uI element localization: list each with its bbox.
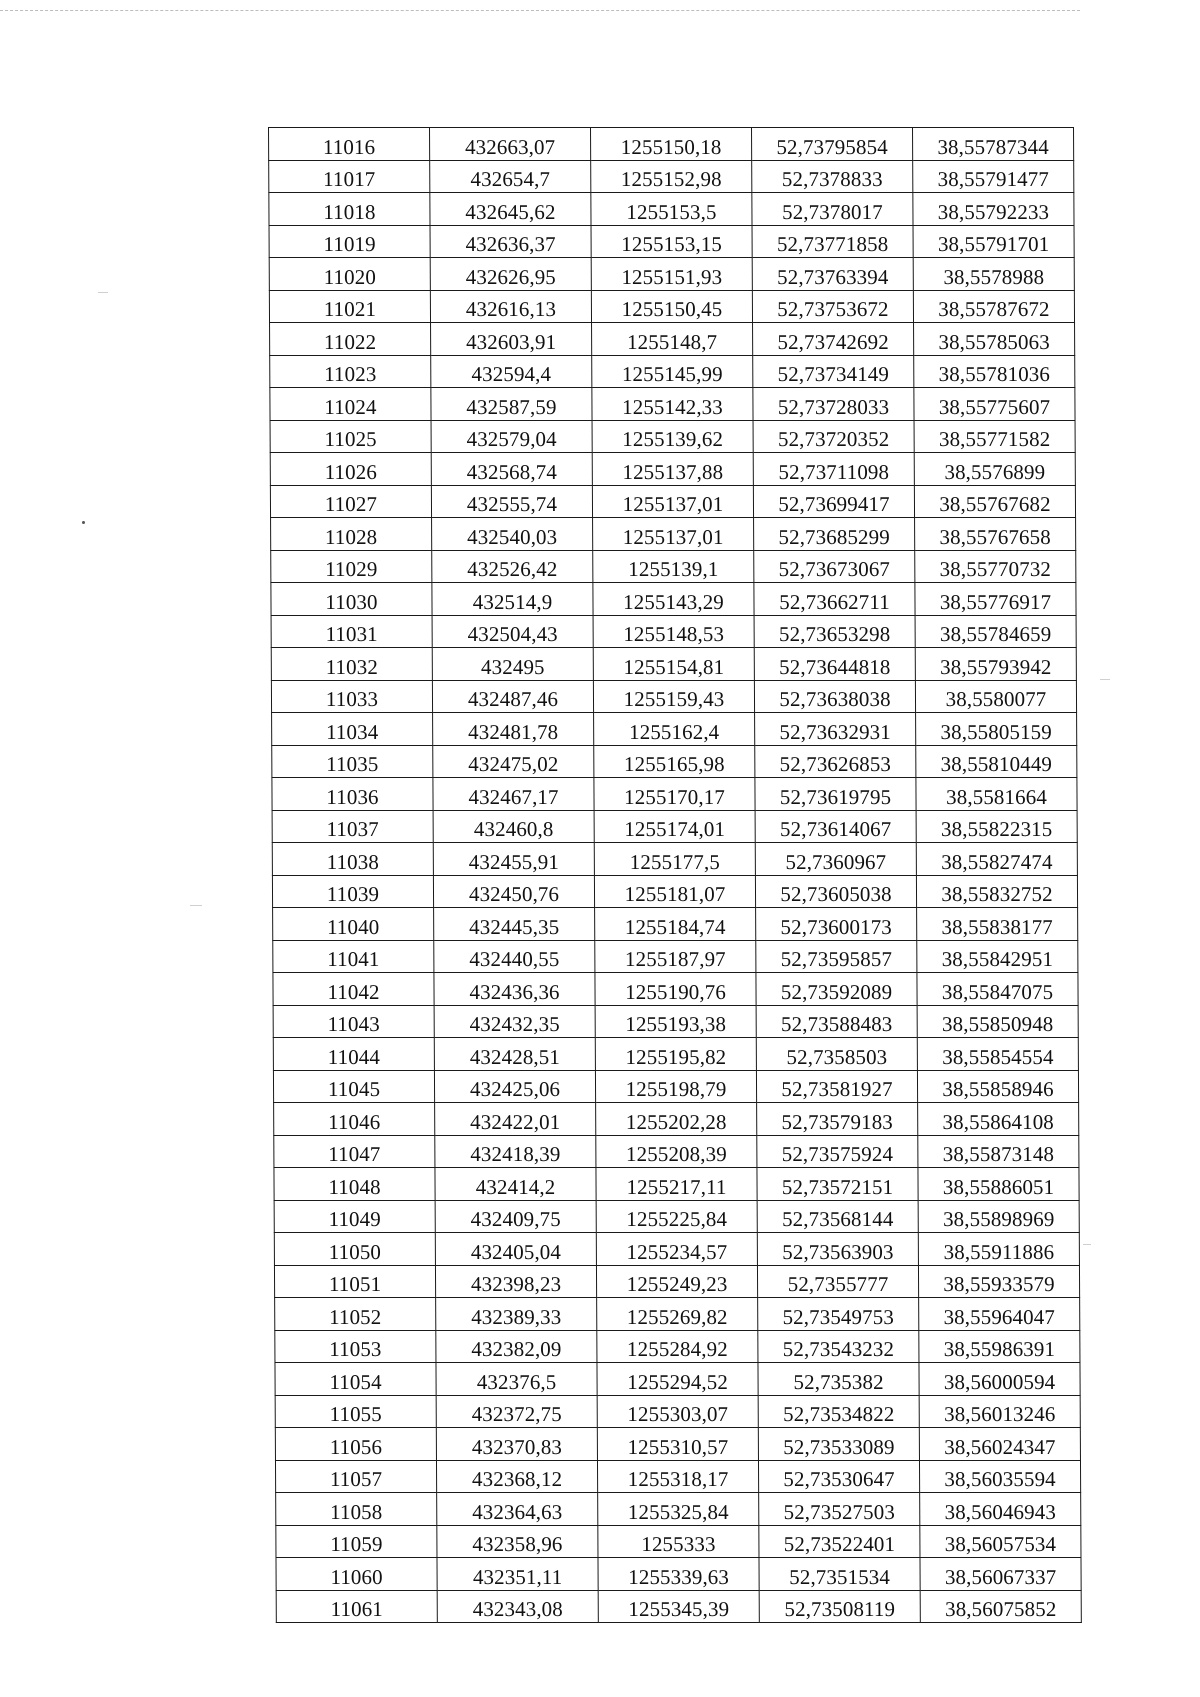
- y-coordinate-cell: 1255284,92: [597, 1330, 758, 1363]
- x-coordinate-cell: 432382,09: [436, 1330, 597, 1363]
- y-coordinate-cell: 1255184,74: [595, 908, 756, 941]
- latitude-cell: 52,73626853: [755, 745, 916, 778]
- table-row: [272, 810, 1077, 843]
- table-row: [276, 1590, 1081, 1623]
- x-coordinate-cell: 432422,01: [435, 1103, 596, 1136]
- table-row: [270, 323, 1075, 356]
- y-coordinate-cell: 1255345,39: [598, 1590, 759, 1623]
- longitude-cell: 38,55838177: [917, 908, 1078, 941]
- coordinates-table-container: [268, 127, 1081, 1623]
- x-coordinate-cell: 432436,36: [434, 973, 595, 1006]
- longitude-cell: 38,55791477: [913, 160, 1074, 193]
- point-number-cell: 11028: [271, 518, 432, 551]
- y-coordinate-cell: 1255198,79: [595, 1070, 756, 1103]
- table-row: [274, 1265, 1079, 1298]
- scan-margin-mark: [98, 292, 108, 293]
- scan-margin-mark: [1100, 679, 1110, 680]
- x-coordinate-cell: 432654,7: [430, 160, 591, 193]
- longitude-cell: 38,55771582: [914, 420, 1075, 453]
- longitude-cell: 38,55787672: [913, 290, 1074, 323]
- y-coordinate-cell: 1255148,53: [593, 615, 754, 648]
- x-coordinate-cell: 432455,91: [433, 843, 594, 876]
- scan-top-edge: [0, 10, 1080, 11]
- x-coordinate-cell: 432475,02: [433, 745, 594, 778]
- y-coordinate-cell: 1255333: [598, 1525, 759, 1558]
- table-row: [272, 713, 1077, 746]
- point-number-cell: 11042: [273, 973, 434, 1006]
- x-coordinate-cell: 432389,33: [436, 1298, 597, 1331]
- point-number-cell: 11055: [275, 1395, 436, 1428]
- x-coordinate-cell: 432409,75: [435, 1200, 596, 1233]
- longitude-cell: 38,5580077: [915, 680, 1076, 713]
- point-number-cell: 11039: [272, 875, 433, 908]
- x-coordinate-cell: 432343,08: [437, 1590, 598, 1623]
- table-row: [272, 843, 1077, 876]
- point-number-cell: 11024: [270, 388, 431, 421]
- x-coordinate-cell: 432594,4: [431, 355, 592, 388]
- longitude-cell: 38,55791701: [913, 225, 1074, 258]
- table-row: [275, 1428, 1080, 1461]
- point-number-cell: 11037: [272, 810, 433, 843]
- table-row: [273, 940, 1078, 973]
- point-number-cell: 11052: [275, 1298, 436, 1331]
- x-coordinate-cell: 432372,75: [436, 1395, 597, 1428]
- latitude-cell: 52,73568144: [757, 1200, 918, 1233]
- y-coordinate-cell: 1255187,97: [595, 940, 756, 973]
- table-row: [275, 1395, 1080, 1428]
- x-coordinate-cell: 432370,83: [436, 1428, 597, 1461]
- y-coordinate-cell: 1255294,52: [597, 1363, 758, 1396]
- x-coordinate-cell: 432440,55: [434, 940, 595, 973]
- latitude-cell: 52,73742692: [753, 323, 914, 356]
- longitude-cell: 38,56075852: [920, 1590, 1081, 1623]
- x-coordinate-cell: 432450,76: [433, 875, 594, 908]
- longitude-cell: 38,55886051: [918, 1168, 1079, 1201]
- point-number-cell: 11026: [270, 453, 431, 486]
- table-row: [274, 1168, 1079, 1201]
- longitude-cell: 38,55964047: [919, 1298, 1080, 1331]
- table-row: [270, 485, 1075, 518]
- latitude-cell: 52,73588483: [756, 1005, 917, 1038]
- y-coordinate-cell: 1255152,98: [591, 160, 752, 193]
- point-number-cell: 11061: [276, 1590, 437, 1623]
- point-number-cell: 11030: [271, 583, 432, 616]
- y-coordinate-cell: 1255150,18: [591, 128, 752, 161]
- longitude-cell: 38,55787344: [913, 128, 1074, 161]
- table-row: [271, 680, 1076, 713]
- point-number-cell: 11020: [269, 258, 430, 291]
- y-coordinate-cell: 1255145,99: [592, 355, 753, 388]
- latitude-cell: 52,73699417: [753, 485, 914, 518]
- y-coordinate-cell: 1255139,1: [593, 550, 754, 583]
- y-coordinate-cell: 1255137,01: [593, 518, 754, 551]
- longitude-cell: 38,55842951: [917, 940, 1078, 973]
- table-row: [269, 225, 1074, 258]
- longitude-cell: 38,56000594: [919, 1363, 1080, 1396]
- point-number-cell: 11018: [269, 193, 430, 226]
- y-coordinate-cell: 1255143,29: [593, 583, 754, 616]
- point-number-cell: 11058: [276, 1493, 437, 1526]
- x-coordinate-cell: 432626,95: [430, 258, 591, 291]
- latitude-cell: 52,735382: [758, 1363, 919, 1396]
- table-row: [274, 1135, 1079, 1168]
- table-row: [269, 160, 1074, 193]
- x-coordinate-cell: 432376,5: [436, 1363, 597, 1396]
- point-number-cell: 11034: [272, 713, 433, 746]
- y-coordinate-cell: 1255217,11: [596, 1168, 757, 1201]
- latitude-cell: 52,7378017: [752, 193, 913, 226]
- latitude-cell: 52,73644818: [754, 648, 915, 681]
- longitude-cell: 38,56024347: [919, 1428, 1080, 1461]
- latitude-cell: 52,73728033: [753, 388, 914, 421]
- table-row: [276, 1525, 1081, 1558]
- scan-margin-mark: [1083, 1244, 1091, 1245]
- longitude-cell: 38,55781036: [914, 355, 1075, 388]
- table-row: [270, 453, 1075, 486]
- longitude-cell: 38,55767682: [914, 485, 1075, 518]
- latitude-cell: 52,73619795: [755, 778, 916, 811]
- latitude-cell: 52,7351534: [759, 1558, 920, 1591]
- longitude-cell: 38,55767658: [915, 518, 1076, 551]
- latitude-cell: 52,73543232: [758, 1330, 919, 1363]
- table-row: [270, 388, 1075, 421]
- point-number-cell: 11048: [274, 1168, 435, 1201]
- y-coordinate-cell: 1255325,84: [598, 1493, 759, 1526]
- latitude-cell: 52,73533089: [758, 1428, 919, 1461]
- table-row: [273, 908, 1078, 941]
- table-row: [275, 1363, 1080, 1396]
- point-number-cell: 11032: [271, 648, 432, 681]
- point-number-cell: 11054: [275, 1363, 436, 1396]
- table-row: [271, 550, 1076, 583]
- point-number-cell: 11043: [273, 1005, 434, 1038]
- point-number-cell: 11038: [272, 843, 433, 876]
- longitude-cell: 38,55776917: [915, 583, 1076, 616]
- longitude-cell: 38,55785063: [914, 323, 1075, 356]
- x-coordinate-cell: 432487,46: [432, 680, 593, 713]
- latitude-cell: 52,73685299: [754, 518, 915, 551]
- coordinates-table: [268, 127, 1082, 1623]
- x-coordinate-cell: 432616,13: [430, 290, 591, 323]
- longitude-cell: 38,55933579: [918, 1265, 1079, 1298]
- point-number-cell: 11047: [274, 1135, 435, 1168]
- longitude-cell: 38,56057534: [920, 1525, 1081, 1558]
- longitude-cell: 38,55898969: [918, 1200, 1079, 1233]
- y-coordinate-cell: 1255165,98: [594, 745, 755, 778]
- x-coordinate-cell: 432636,37: [430, 225, 591, 258]
- latitude-cell: 52,73522401: [759, 1525, 920, 1558]
- longitude-cell: 38,55864108: [918, 1103, 1079, 1136]
- longitude-cell: 38,55911886: [918, 1233, 1079, 1266]
- latitude-cell: 52,73653298: [754, 615, 915, 648]
- x-coordinate-cell: 432428,51: [434, 1038, 595, 1071]
- latitude-cell: 52,73763394: [752, 258, 913, 291]
- x-coordinate-cell: 432663,07: [430, 128, 591, 161]
- longitude-cell: 38,56013246: [919, 1395, 1080, 1428]
- point-number-cell: 11019: [269, 225, 430, 258]
- point-number-cell: 11056: [275, 1428, 436, 1461]
- table-row: [271, 583, 1076, 616]
- y-coordinate-cell: 1255234,57: [596, 1233, 757, 1266]
- x-coordinate-cell: 432368,12: [436, 1460, 597, 1493]
- latitude-cell: 52,73534822: [758, 1395, 919, 1428]
- y-coordinate-cell: 1255195,82: [595, 1038, 756, 1071]
- point-number-cell: 11050: [274, 1233, 435, 1266]
- y-coordinate-cell: 1255154,81: [593, 648, 754, 681]
- longitude-cell: 38,55832752: [916, 875, 1077, 908]
- table-row: [269, 193, 1074, 226]
- longitude-cell: 38,5578988: [913, 258, 1074, 291]
- latitude-cell: 52,7378833: [752, 160, 913, 193]
- y-coordinate-cell: 1255137,01: [592, 485, 753, 518]
- x-coordinate-cell: 432405,04: [435, 1233, 596, 1266]
- y-coordinate-cell: 1255181,07: [594, 875, 755, 908]
- longitude-cell: 38,55873148: [918, 1135, 1079, 1168]
- table-row: [270, 420, 1075, 453]
- point-number-cell: 11017: [269, 160, 430, 193]
- x-coordinate-cell: 432414,2: [435, 1168, 596, 1201]
- table-row: [274, 1233, 1079, 1266]
- latitude-cell: 52,73595857: [756, 940, 917, 973]
- longitude-cell: 38,55854554: [917, 1038, 1078, 1071]
- longitude-cell: 38,55805159: [916, 713, 1077, 746]
- latitude-cell: 52,73592089: [756, 973, 917, 1006]
- point-number-cell: 11027: [270, 485, 431, 518]
- scan-margin-mark: [190, 905, 202, 906]
- longitude-cell: 38,55858946: [917, 1070, 1078, 1103]
- latitude-cell: 52,73673067: [754, 550, 915, 583]
- y-coordinate-cell: 1255303,07: [597, 1395, 758, 1428]
- point-number-cell: 11035: [272, 745, 433, 778]
- x-coordinate-cell: 432418,39: [435, 1135, 596, 1168]
- y-coordinate-cell: 1255202,28: [596, 1103, 757, 1136]
- point-number-cell: 11023: [270, 355, 431, 388]
- y-coordinate-cell: 1255170,17: [594, 778, 755, 811]
- longitude-cell: 38,55793942: [915, 648, 1076, 681]
- y-coordinate-cell: 1255137,88: [592, 453, 753, 486]
- y-coordinate-cell: 1255193,38: [595, 1005, 756, 1038]
- x-coordinate-cell: 432514,9: [432, 583, 593, 616]
- table-row: [271, 615, 1076, 648]
- longitude-cell: 38,55792233: [913, 193, 1074, 226]
- x-coordinate-cell: 432398,23: [435, 1265, 596, 1298]
- table-row: [276, 1558, 1081, 1591]
- table-row: [274, 1200, 1079, 1233]
- x-coordinate-cell: 432481,78: [433, 713, 594, 746]
- longitude-cell: 38,56046943: [920, 1493, 1081, 1526]
- y-coordinate-cell: 1255269,82: [597, 1298, 758, 1331]
- latitude-cell: 52,73563903: [757, 1233, 918, 1266]
- y-coordinate-cell: 1255208,39: [596, 1135, 757, 1168]
- x-coordinate-cell: 432645,62: [430, 193, 591, 226]
- latitude-cell: 52,73581927: [756, 1070, 917, 1103]
- y-coordinate-cell: 1255225,84: [596, 1200, 757, 1233]
- x-coordinate-cell: 432432,35: [434, 1005, 595, 1038]
- scan-speck: [82, 521, 85, 524]
- latitude-cell: 52,73632931: [755, 713, 916, 746]
- point-number-cell: 11029: [271, 550, 432, 583]
- latitude-cell: 52,73530647: [758, 1460, 919, 1493]
- longitude-cell: 38,55847075: [917, 973, 1078, 1006]
- x-coordinate-cell: 432460,8: [433, 810, 594, 843]
- latitude-cell: 52,73579183: [757, 1103, 918, 1136]
- longitude-cell: 38,55850948: [917, 1005, 1078, 1038]
- y-coordinate-cell: 1255139,62: [592, 420, 753, 453]
- latitude-cell: 52,73711098: [753, 453, 914, 486]
- point-number-cell: 11036: [272, 778, 433, 811]
- table-row: [273, 1038, 1078, 1071]
- longitude-cell: 38,5576899: [914, 453, 1075, 486]
- coordinates-table-body: [269, 128, 1082, 1623]
- latitude-cell: 52,73549753: [758, 1298, 919, 1331]
- point-number-cell: 11049: [274, 1200, 435, 1233]
- point-number-cell: 11059: [276, 1525, 437, 1558]
- latitude-cell: 52,73734149: [753, 355, 914, 388]
- x-coordinate-cell: 432603,91: [431, 323, 592, 356]
- latitude-cell: 52,73575924: [757, 1135, 918, 1168]
- table-row: [275, 1330, 1080, 1363]
- y-coordinate-cell: 1255339,63: [598, 1558, 759, 1591]
- latitude-cell: 52,73638038: [754, 680, 915, 713]
- y-coordinate-cell: 1255249,23: [596, 1265, 757, 1298]
- latitude-cell: 52,73753672: [752, 290, 913, 323]
- latitude-cell: 52,73720352: [753, 420, 914, 453]
- latitude-cell: 52,73527503: [759, 1493, 920, 1526]
- longitude-cell: 38,55810449: [916, 745, 1077, 778]
- point-number-cell: 11025: [270, 420, 431, 453]
- point-number-cell: 11044: [273, 1038, 434, 1071]
- point-number-cell: 11031: [271, 615, 432, 648]
- point-number-cell: 11041: [273, 940, 434, 973]
- table-row: [273, 1070, 1078, 1103]
- longitude-cell: 38,55784659: [915, 615, 1076, 648]
- point-number-cell: 11060: [276, 1558, 437, 1591]
- y-coordinate-cell: 1255153,15: [591, 225, 752, 258]
- x-coordinate-cell: 432540,03: [432, 518, 593, 551]
- point-number-cell: 11033: [271, 680, 432, 713]
- point-number-cell: 11021: [269, 290, 430, 323]
- longitude-cell: 38,56067337: [920, 1558, 1081, 1591]
- point-number-cell: 11051: [274, 1265, 435, 1298]
- table-row: [272, 875, 1077, 908]
- x-coordinate-cell: 432555,74: [431, 485, 592, 518]
- latitude-cell: 52,73614067: [755, 810, 916, 843]
- table-row: [275, 1298, 1080, 1331]
- y-coordinate-cell: 1255153,5: [591, 193, 752, 226]
- table-row: [276, 1493, 1081, 1526]
- y-coordinate-cell: 1255310,57: [597, 1428, 758, 1461]
- table-row: [269, 258, 1074, 291]
- x-coordinate-cell: 432425,06: [434, 1070, 595, 1103]
- table-row: [271, 648, 1076, 681]
- latitude-cell: 52,7355777: [757, 1265, 918, 1298]
- x-coordinate-cell: 432351,11: [437, 1558, 598, 1591]
- table-row: [271, 518, 1076, 551]
- x-coordinate-cell: 432467,17: [433, 778, 594, 811]
- latitude-cell: 52,73662711: [754, 583, 915, 616]
- latitude-cell: 52,73508119: [759, 1590, 920, 1623]
- x-coordinate-cell: 432587,59: [431, 388, 592, 421]
- longitude-cell: 38,55770732: [915, 550, 1076, 583]
- latitude-cell: 52,73795854: [752, 128, 913, 161]
- x-coordinate-cell: 432504,43: [432, 615, 593, 648]
- point-number-cell: 11016: [269, 128, 430, 161]
- y-coordinate-cell: 1255148,7: [592, 323, 753, 356]
- y-coordinate-cell: 1255142,33: [592, 388, 753, 421]
- y-coordinate-cell: 1255190,76: [595, 973, 756, 1006]
- longitude-cell: 38,55822315: [916, 810, 1077, 843]
- y-coordinate-cell: 1255151,93: [591, 258, 752, 291]
- longitude-cell: 38,55827474: [916, 843, 1077, 876]
- x-coordinate-cell: 432358,96: [437, 1525, 598, 1558]
- x-coordinate-cell: 432445,35: [434, 908, 595, 941]
- point-number-cell: 11053: [275, 1330, 436, 1363]
- y-coordinate-cell: 1255177,5: [594, 843, 755, 876]
- y-coordinate-cell: 1255150,45: [591, 290, 752, 323]
- longitude-cell: 38,5581664: [916, 778, 1077, 811]
- longitude-cell: 38,55775607: [914, 388, 1075, 421]
- latitude-cell: 52,7360967: [755, 843, 916, 876]
- longitude-cell: 38,55986391: [919, 1330, 1080, 1363]
- point-number-cell: 11040: [273, 908, 434, 941]
- x-coordinate-cell: 432495: [432, 648, 593, 681]
- x-coordinate-cell: 432526,42: [432, 550, 593, 583]
- table-row: [273, 973, 1078, 1006]
- y-coordinate-cell: 1255174,01: [594, 810, 755, 843]
- x-coordinate-cell: 432364,63: [437, 1493, 598, 1526]
- y-coordinate-cell: 1255318,17: [597, 1460, 758, 1493]
- table-row: [269, 128, 1074, 161]
- latitude-cell: 52,73605038: [755, 875, 916, 908]
- point-number-cell: 11022: [270, 323, 431, 356]
- table-row: [273, 1005, 1078, 1038]
- latitude-cell: 52,73600173: [756, 908, 917, 941]
- table-row: [274, 1103, 1079, 1136]
- table-row: [272, 745, 1077, 778]
- point-number-cell: 11057: [275, 1460, 436, 1493]
- table-row: [270, 355, 1075, 388]
- point-number-cell: 11045: [273, 1070, 434, 1103]
- latitude-cell: 52,73572151: [757, 1168, 918, 1201]
- x-coordinate-cell: 432579,04: [431, 420, 592, 453]
- latitude-cell: 52,7358503: [756, 1038, 917, 1071]
- y-coordinate-cell: 1255159,43: [593, 680, 754, 713]
- longitude-cell: 38,56035594: [919, 1460, 1080, 1493]
- x-coordinate-cell: 432568,74: [431, 453, 592, 486]
- table-row: [272, 778, 1077, 811]
- y-coordinate-cell: 1255162,4: [594, 713, 755, 746]
- latitude-cell: 52,73771858: [752, 225, 913, 258]
- table-row: [275, 1460, 1080, 1493]
- point-number-cell: 11046: [274, 1103, 435, 1136]
- table-row: [269, 290, 1074, 323]
